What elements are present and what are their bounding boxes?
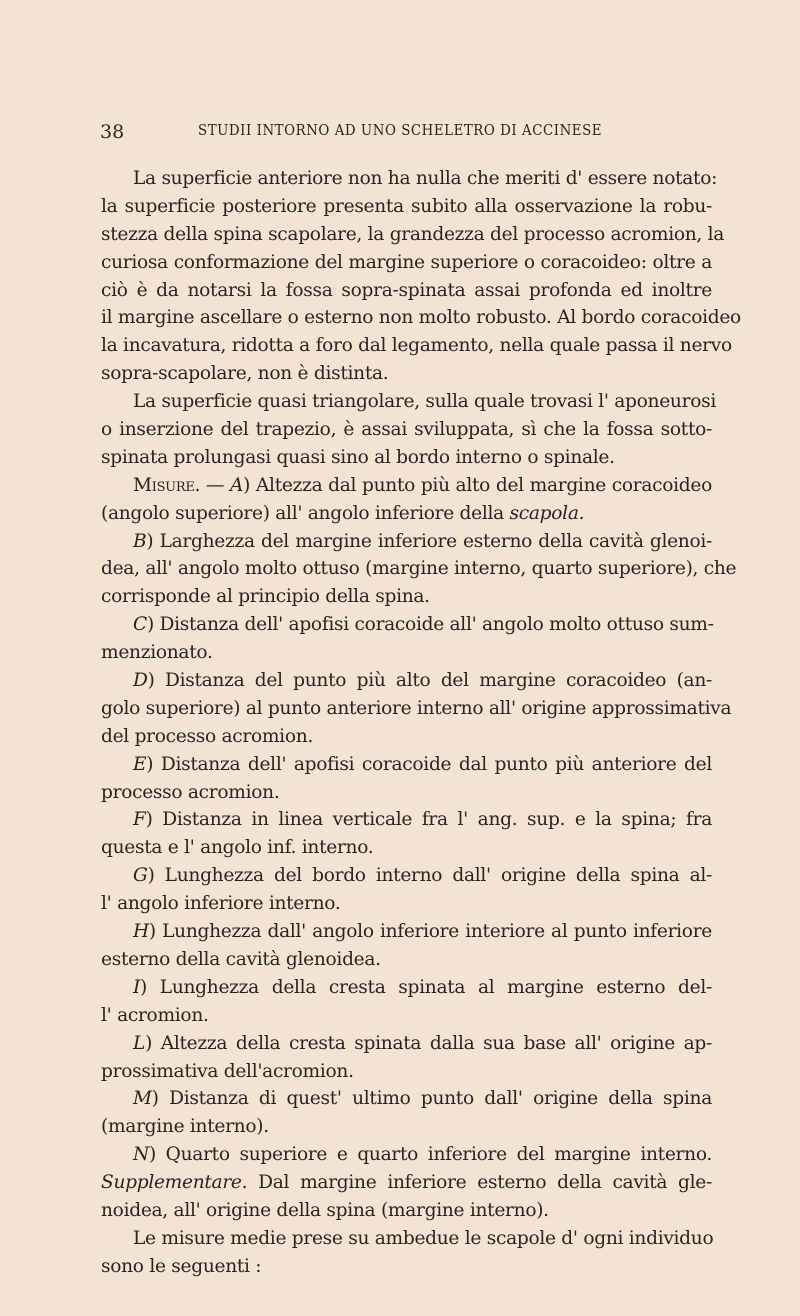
- text-span: il margine ascellare o esterno non molto robusto. Al bordo coracoideo: [101, 307, 741, 329]
- text-span: ) Distanza dell' apofisi coracoide all' angolo molto ottuso sum-: [146, 614, 714, 636]
- text-line: [101, 388, 716, 416]
- text-span: La superficie quasi triangolare, sulla quale trovasi l' aponeurosi: [133, 391, 716, 413]
- text-span: ) Altezza dal punto più alto del margine coracoideo: [243, 474, 712, 496]
- text-span: processo acromion.: [101, 781, 280, 803]
- text-line: [101, 221, 725, 249]
- text-line: [101, 890, 712, 918]
- text-line: [101, 639, 712, 667]
- text-span: ) Lunghezza della cresta spinata al margine esterno del-: [140, 976, 712, 998]
- text-line: [101, 500, 712, 528]
- text-span: ciò è da notarsi la fossa sopra-spinata assai profonda ed inoltre: [101, 279, 712, 301]
- text-line: [101, 1197, 712, 1225]
- italic-text: C: [133, 614, 147, 636]
- text-line: [101, 1085, 712, 1113]
- italic-text: A: [230, 474, 244, 496]
- text-span: la superficie posteriore presenta subito alla osservazione la robu-: [101, 195, 712, 217]
- text-span: sopra-scapolare, non è distinta.: [101, 363, 389, 385]
- text-line: [101, 165, 718, 193]
- text-span: prossimativa dell'acromion.: [101, 1060, 354, 1082]
- text-line: [101, 555, 737, 583]
- text-span: ) Quarto superiore e quarto inferiore del margine interno.: [148, 1144, 712, 1166]
- italic-text: D: [133, 670, 148, 692]
- text-span: —: [200, 474, 231, 496]
- text-line: [101, 779, 712, 807]
- text-line: [101, 974, 712, 1002]
- text-line: [101, 1141, 712, 1169]
- text-line: [101, 862, 712, 890]
- text-span: Le misure medie prese su ambedue le scapole d' ogni individuo: [133, 1227, 714, 1249]
- text-line: [101, 667, 712, 695]
- text-span: La superficie anteriore non ha nulla che meriti d' essere notato:: [133, 168, 718, 189]
- text-span: sono le seguenti :: [101, 1255, 262, 1277]
- italic-text: H: [133, 921, 149, 943]
- text-line: [101, 946, 712, 974]
- text-span: . Dal margine inferiore esterno della cavità gle-: [241, 1172, 712, 1194]
- italic-text: scapola.: [509, 502, 585, 524]
- text-span: curiosa conformazione del margine superiore o coracoideo: oltre a: [101, 251, 712, 273]
- text-line: [101, 1030, 712, 1058]
- text-span: del processo acromion.: [101, 725, 313, 747]
- text-span: ) Distanza del punto più alto del margine coracoideo (an-: [147, 670, 712, 692]
- text-line: [101, 1002, 712, 1030]
- italic-text: E: [133, 753, 147, 775]
- text-line: [101, 806, 712, 834]
- italic-text: N: [133, 1144, 149, 1166]
- text-line: [101, 444, 712, 472]
- text-span: questa e l' angolo inf. interno.: [101, 837, 374, 859]
- text-line: [101, 1058, 712, 1086]
- text-line: [101, 834, 712, 862]
- text-span: ) Altezza della cresta spinata dalla sua base all' origine ap-: [145, 1032, 712, 1054]
- text-span: stezza della spina scapolare, la grandezza del processo acromion, la: [101, 223, 725, 245]
- text-span: noidea, all' origine della spina (margine interno).: [101, 1199, 549, 1221]
- text-span: corrisponde al principio della spina.: [101, 586, 430, 608]
- text-span: (margine interno).: [101, 1116, 269, 1138]
- text-line: [101, 1169, 712, 1197]
- text-span: o inserzione del trapezio, è assai sviluppata, sì che la fossa sotto-: [101, 419, 712, 441]
- text-span: ) Distanza di quest' ultimo punto dall' origine della spina: [151, 1088, 712, 1110]
- text-span: la incavatura, ridotta a foro dal legamento, nella quale passa il nervo: [101, 335, 732, 357]
- text-span: l' acromion.: [101, 1004, 209, 1026]
- italic-text: B: [133, 530, 147, 552]
- text-line: [101, 583, 712, 611]
- text-span: ) Distanza in linea verticale fra l' ang. sup. e la spina; fra: [145, 809, 712, 831]
- text-line: [101, 751, 712, 779]
- italic-text: I: [133, 976, 141, 998]
- italic-text: G: [133, 865, 148, 887]
- text-span: spinata prolungasi quasi sino al bordo interno o spinale.: [101, 446, 615, 468]
- text-line: [101, 611, 712, 639]
- text-line: [101, 472, 712, 500]
- text-line: [101, 360, 712, 388]
- text-span: menzionato.: [101, 642, 213, 664]
- text-line: [101, 304, 741, 332]
- text-span: golo superiore) al punto anteriore interno all' origine approssimativa: [101, 697, 732, 719]
- text-line: [101, 695, 732, 723]
- text-line: [101, 277, 712, 305]
- text-line: [101, 1113, 712, 1141]
- text-line: [101, 528, 712, 556]
- italic-text: L: [133, 1032, 146, 1054]
- text-span: ) Larghezza del margine inferiore esterno della cavità glenoi-: [146, 530, 712, 552]
- page-number: 38: [100, 121, 125, 143]
- text-span: l' angolo inferiore interno.: [101, 893, 341, 915]
- running-header: [100, 121, 712, 147]
- text-span: dea, all' angolo molto ottuso (margine interno, quarto superiore), che: [101, 558, 737, 580]
- text-span: ) Lunghezza del bordo interno dall' origine della spina al-: [147, 865, 712, 887]
- text-line: [101, 193, 712, 221]
- italic-text: M: [133, 1088, 152, 1110]
- text-span: esterno della cavità glenoidea.: [101, 948, 381, 970]
- text-line: [101, 416, 712, 444]
- text-span: (angolo superiore) all' angolo inferiore della: [101, 502, 510, 524]
- italic-text: F: [133, 809, 146, 831]
- text-line: [101, 918, 712, 946]
- body-text: [101, 165, 741, 1281]
- text-line: [101, 332, 732, 360]
- text-span: ) Lunghezza dall' angolo inferiore interiore al punto inferiore: [148, 921, 712, 943]
- italic-text: Supplementare: [101, 1172, 242, 1194]
- text-span: ) Distanza dell' apofisi coracoide dal punto più anteriore del: [146, 753, 712, 775]
- text-line: [101, 1225, 712, 1253]
- text-line: [101, 723, 712, 751]
- small-caps-text: Misure.: [133, 474, 201, 496]
- running-title: STUDII INTORNO AD UNO SCHELETRO DI ACCINESE: [198, 123, 603, 139]
- text-line: [101, 249, 712, 277]
- text-line: [101, 1253, 712, 1281]
